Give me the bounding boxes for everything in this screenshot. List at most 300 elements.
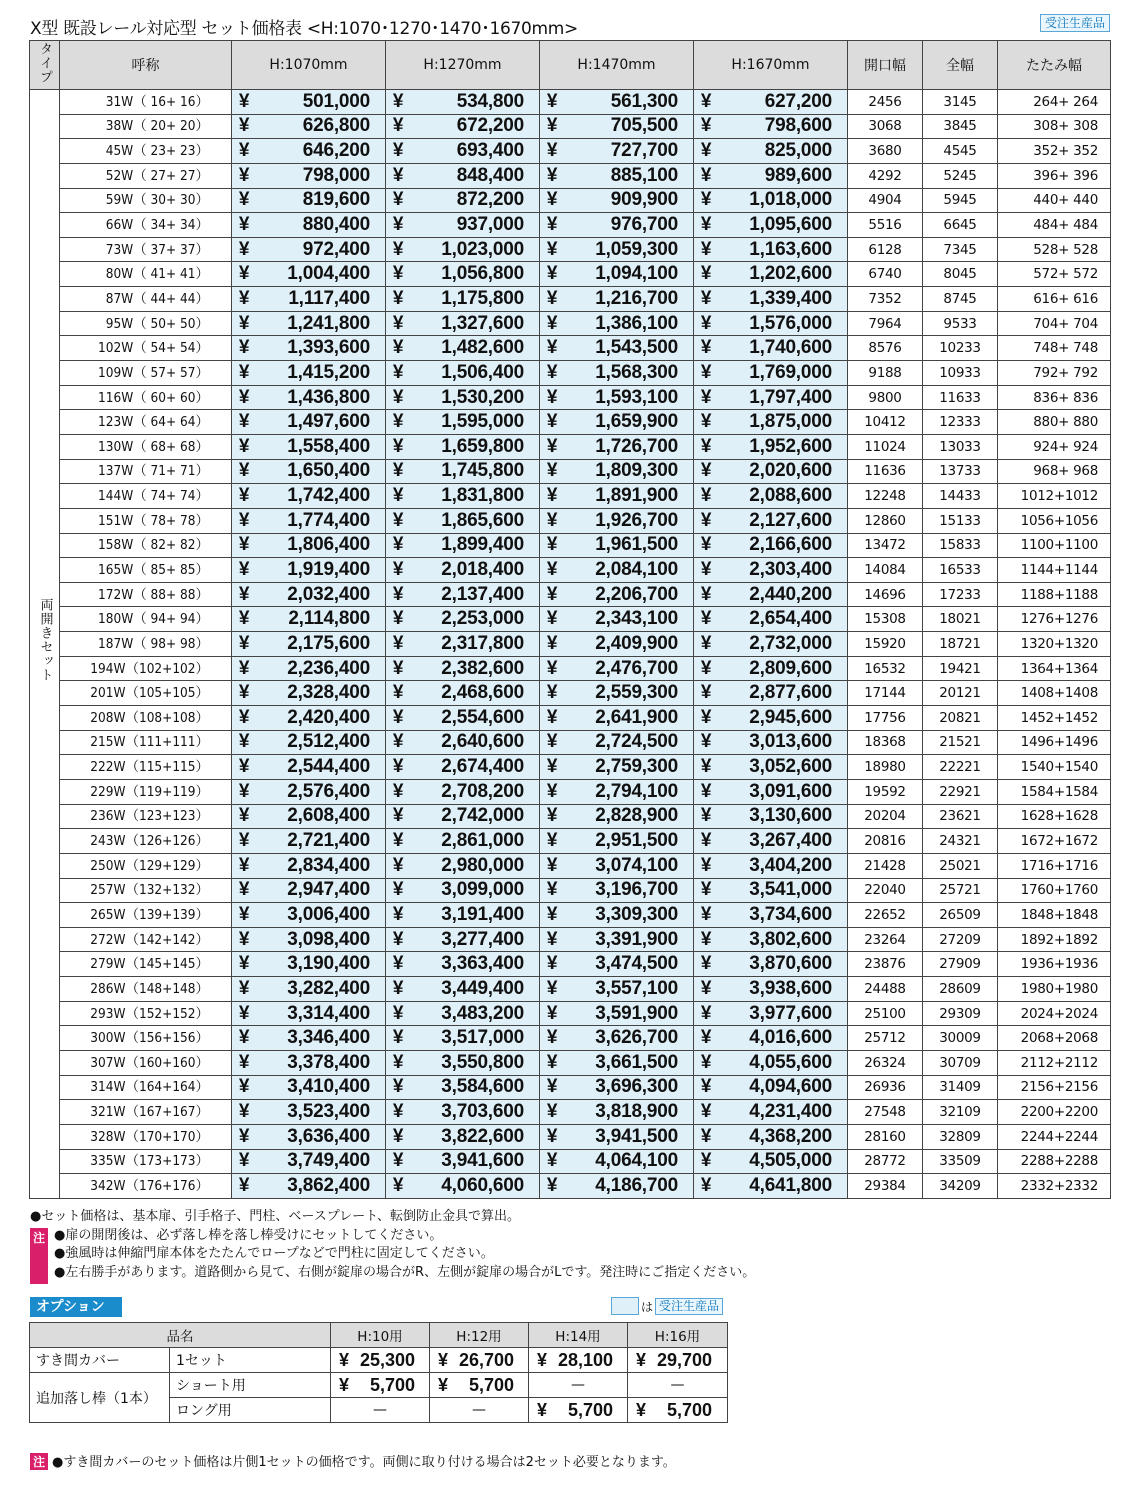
table-row xyxy=(30,410,1111,435)
model-name: 116W（ 60+ 60） xyxy=(60,385,232,410)
opening-width: 15920 xyxy=(848,632,923,657)
set-price: ¥ 2,440,200 xyxy=(694,582,848,607)
option-row-drop-rod-short xyxy=(30,1373,728,1398)
folded-width: 1496+1496 xyxy=(998,730,1111,755)
set-price: ¥ 3,130,600 xyxy=(694,804,848,829)
set-price: ¥ 1,059,300 xyxy=(540,237,694,262)
opening-width: 7964 xyxy=(848,311,923,336)
overall-width: 10233 xyxy=(923,336,998,361)
set-price: ¥ 2,576,400 xyxy=(232,779,386,804)
model-name: 95W（ 50+ 50） xyxy=(60,311,232,336)
overall-width: 13733 xyxy=(923,459,998,484)
set-price: ¥ 3,517,000 xyxy=(386,1026,540,1051)
set-price: ¥ 1,891,900 xyxy=(540,484,694,509)
overall-width: 18021 xyxy=(923,607,998,632)
opening-width: 28772 xyxy=(848,1149,923,1174)
note-item: ●左右勝手があります。道路側から見て、右側が錠扉の場合がR、左側が錠扉の場合がLです。発注時にご指定ください。 xyxy=(54,1264,756,1280)
opening-width: 17144 xyxy=(848,681,923,706)
drop-rod-long-h14: ¥ 5,700 xyxy=(529,1398,628,1423)
overall-width: 29309 xyxy=(923,1001,998,1026)
folded-width: 1628+1628 xyxy=(998,804,1111,829)
opening-width: 22040 xyxy=(848,878,923,903)
overall-width: 33509 xyxy=(923,1149,998,1174)
set-price: ¥ 1,163,600 xyxy=(694,237,848,262)
opening-width: 26324 xyxy=(848,1050,923,1075)
table-row xyxy=(30,829,1111,854)
option-section-title: オプション xyxy=(30,1297,122,1317)
set-price: ¥ 3,099,000 xyxy=(386,878,540,903)
overall-width: 14433 xyxy=(923,484,998,509)
set-price: ¥ 3,314,400 xyxy=(232,1001,386,1026)
set-price: ¥ 3,410,400 xyxy=(232,1075,386,1100)
opening-width: 23876 xyxy=(848,952,923,977)
table-row xyxy=(30,90,1111,115)
folded-width: 1364+1364 xyxy=(998,656,1111,681)
folded-width: 704+ 704 xyxy=(998,311,1111,336)
legend-text: は xyxy=(641,1299,654,1314)
header-folded-width: たたみ幅 xyxy=(998,41,1111,90)
set-price: ¥ 3,941,500 xyxy=(540,1124,694,1149)
folded-width: 1408+1408 xyxy=(998,681,1111,706)
set-price: ¥ 1,952,600 xyxy=(694,434,848,459)
overall-width: 27209 xyxy=(923,927,998,952)
overall-width: 5245 xyxy=(923,163,998,188)
set-price: ¥ 1,831,800 xyxy=(386,484,540,509)
set-price: ¥ 4,368,200 xyxy=(694,1124,848,1149)
option-header-h12: H:12用 xyxy=(430,1323,529,1348)
set-price: ¥ 3,282,400 xyxy=(232,977,386,1002)
folded-width: 2288+2288 xyxy=(998,1149,1111,1174)
opening-width: 16532 xyxy=(848,656,923,681)
set-price: ¥ 1,745,800 xyxy=(386,459,540,484)
caution-label: 注 xyxy=(30,1453,48,1470)
folded-width: 1012+1012 xyxy=(998,484,1111,509)
table-row xyxy=(30,607,1111,632)
model-name: 201W（105+105） xyxy=(60,681,232,706)
opening-width: 23264 xyxy=(848,927,923,952)
set-price: ¥ 2,253,000 xyxy=(386,607,540,632)
model-name: 165W（ 85+ 85） xyxy=(60,558,232,583)
folded-width: 2112+2112 xyxy=(998,1050,1111,1075)
set-price: ¥ 2,175,600 xyxy=(232,632,386,657)
drop-rod-short-h12: ¥ 5,700 xyxy=(430,1373,529,1398)
model-name: 172W（ 88+ 88） xyxy=(60,582,232,607)
option-table xyxy=(29,1322,728,1423)
table-row xyxy=(30,114,1111,139)
folded-width: 2200+2200 xyxy=(998,1100,1111,1125)
set-price: ¥ 2,759,300 xyxy=(540,755,694,780)
opening-width: 27548 xyxy=(848,1100,923,1125)
opening-width: 22652 xyxy=(848,903,923,928)
set-price: ¥ 3,941,600 xyxy=(386,1149,540,1174)
set-price: ¥ 1,740,600 xyxy=(694,336,848,361)
folded-width: 748+ 748 xyxy=(998,336,1111,361)
set-price: ¥ 1,558,400 xyxy=(232,434,386,459)
set-price: ¥ 4,094,600 xyxy=(694,1075,848,1100)
set-price: ¥ 2,114,800 xyxy=(232,607,386,632)
page-title: X型 既設レール対応型 セット価格表 <H:1070･1270･1470･1670mm> xyxy=(30,19,578,39)
set-price: ¥ 1,216,700 xyxy=(540,287,694,312)
folded-width: 1452+1452 xyxy=(998,706,1111,731)
table-row xyxy=(30,804,1111,829)
opening-width: 19592 xyxy=(848,779,923,804)
folded-width: 924+ 924 xyxy=(998,434,1111,459)
set-price: ¥ 1,386,100 xyxy=(540,311,694,336)
set-price: ¥ 3,977,600 xyxy=(694,1001,848,1026)
set-price: ¥ 1,202,600 xyxy=(694,262,848,287)
opening-width: 8576 xyxy=(848,336,923,361)
set-price: ¥ 3,267,400 xyxy=(694,829,848,854)
header-h1270: H:1270mm xyxy=(386,41,540,90)
opening-width: 7352 xyxy=(848,287,923,312)
set-price: ¥ 1,875,000 xyxy=(694,410,848,435)
set-price: ¥ 4,505,000 xyxy=(694,1149,848,1174)
made-to-order-badge: 受注生産品 xyxy=(1040,14,1110,32)
overall-width: 10933 xyxy=(923,361,998,386)
set-price: ¥ 3,523,400 xyxy=(232,1100,386,1125)
folded-width: 2068+2068 xyxy=(998,1026,1111,1051)
set-price: ¥ 2,084,100 xyxy=(540,558,694,583)
folded-width: 1188+1188 xyxy=(998,582,1111,607)
folded-width: 2156+2156 xyxy=(998,1075,1111,1100)
folded-width: 2332+2332 xyxy=(998,1174,1111,1199)
set-price: ¥ 3,557,100 xyxy=(540,977,694,1002)
table-row xyxy=(30,163,1111,188)
set-price: ¥ 2,559,300 xyxy=(540,681,694,706)
table-row xyxy=(30,311,1111,336)
set-price: ¥ 909,900 xyxy=(540,188,694,213)
overall-width: 32109 xyxy=(923,1100,998,1125)
set-price: ¥ 3,190,400 xyxy=(232,952,386,977)
set-price: ¥ 627,200 xyxy=(694,90,848,115)
model-name: 109W（ 57+ 57） xyxy=(60,361,232,386)
set-price: ¥ 1,593,100 xyxy=(540,385,694,410)
model-name: 286W（148+148） xyxy=(60,977,232,1002)
set-price: ¥ 3,404,200 xyxy=(694,853,848,878)
table-row xyxy=(30,779,1111,804)
gap-cover-name: すき間カバー xyxy=(30,1348,170,1373)
set-price: ¥ 1,726,700 xyxy=(540,434,694,459)
model-name: 87W（ 44+ 44） xyxy=(60,287,232,312)
set-price: ¥ 2,828,900 xyxy=(540,804,694,829)
model-name: 194W（102+102） xyxy=(60,656,232,681)
opening-width: 12860 xyxy=(848,508,923,533)
overall-width: 8045 xyxy=(923,262,998,287)
drop-rod-short-h14: — xyxy=(529,1373,628,1398)
set-price: ¥ 3,191,400 xyxy=(386,903,540,928)
set-price: ¥ 825,000 xyxy=(694,139,848,164)
set-price: ¥ 626,800 xyxy=(232,114,386,139)
set-price: ¥ 3,734,600 xyxy=(694,903,848,928)
table-row xyxy=(30,213,1111,238)
set-price: ¥ 3,449,400 xyxy=(386,977,540,1002)
model-name: 215W（111+111） xyxy=(60,730,232,755)
model-name: 38W（ 20+ 20） xyxy=(60,114,232,139)
folded-width: 352+ 352 xyxy=(998,139,1111,164)
set-price: ¥ 1,769,000 xyxy=(694,361,848,386)
set-price: ¥ 1,393,600 xyxy=(232,336,386,361)
set-price: ¥ 2,127,600 xyxy=(694,508,848,533)
note-item: ●扉の開閉後は、必ず落し棒を落し棒受けにセットしてください。 xyxy=(54,1227,443,1243)
model-name: 314W（164+164） xyxy=(60,1075,232,1100)
set-price: ¥ 672,200 xyxy=(386,114,540,139)
set-price: ¥ 880,400 xyxy=(232,213,386,238)
set-price: ¥ 1,530,200 xyxy=(386,385,540,410)
set-price: ¥ 2,303,400 xyxy=(694,558,848,583)
set-price: ¥ 1,806,400 xyxy=(232,533,386,558)
model-name: 208W（108+108） xyxy=(60,706,232,731)
option-row-gap-cover xyxy=(30,1348,728,1373)
set-price: ¥ 3,277,400 xyxy=(386,927,540,952)
gap-cover-unit: 1セット xyxy=(170,1348,331,1373)
caution-label: 注 xyxy=(32,1231,45,1245)
opening-width: 10412 xyxy=(848,410,923,435)
header-h1070: H:1070mm xyxy=(232,41,386,90)
opening-width: 2456 xyxy=(848,90,923,115)
opening-width: 29384 xyxy=(848,1174,923,1199)
set-price: ¥ 2,947,400 xyxy=(232,878,386,903)
overall-width: 34209 xyxy=(923,1174,998,1199)
set-price: ¥ 1,056,800 xyxy=(386,262,540,287)
set-price: ¥ 848,400 xyxy=(386,163,540,188)
folded-width: 2244+2244 xyxy=(998,1124,1111,1149)
set-price: ¥ 3,013,600 xyxy=(694,730,848,755)
opening-width: 18368 xyxy=(848,730,923,755)
set-price: ¥ 3,378,400 xyxy=(232,1050,386,1075)
table-row xyxy=(30,632,1111,657)
opening-width: 6128 xyxy=(848,237,923,262)
overall-width: 31409 xyxy=(923,1075,998,1100)
set-price: ¥ 1,926,700 xyxy=(540,508,694,533)
folded-width: 880+ 880 xyxy=(998,410,1111,435)
folded-width: 1892+1892 xyxy=(998,927,1111,952)
set-price: ¥ 989,600 xyxy=(694,163,848,188)
set-price: ¥ 1,650,400 xyxy=(232,459,386,484)
set-price: ¥ 3,870,600 xyxy=(694,952,848,977)
overall-width: 25721 xyxy=(923,878,998,903)
table-row xyxy=(30,1075,1111,1100)
folded-width: 572+ 572 xyxy=(998,262,1111,287)
set-price: ¥ 1,576,000 xyxy=(694,311,848,336)
set-price: ¥ 2,861,000 xyxy=(386,829,540,854)
folded-width: 1936+1936 xyxy=(998,952,1111,977)
opening-width: 25712 xyxy=(848,1026,923,1051)
model-name: 257W（132+132） xyxy=(60,878,232,903)
set-price: ¥ 2,794,100 xyxy=(540,779,694,804)
overall-width: 15133 xyxy=(923,508,998,533)
made-to-order-legend xyxy=(611,1297,723,1315)
model-name: 102W（ 54+ 54） xyxy=(60,336,232,361)
set-price: ¥ 3,749,400 xyxy=(232,1149,386,1174)
opening-width: 13472 xyxy=(848,533,923,558)
header-name: 呼称 xyxy=(60,41,232,90)
overall-width: 17233 xyxy=(923,582,998,607)
set-price: ¥ 1,659,900 xyxy=(540,410,694,435)
overall-width: 15833 xyxy=(923,533,998,558)
table-row xyxy=(30,1050,1111,1075)
folded-width: 484+ 484 xyxy=(998,213,1111,238)
overall-width: 9533 xyxy=(923,311,998,336)
notes xyxy=(30,1208,755,1282)
set-price: ¥ 1,241,800 xyxy=(232,311,386,336)
set-price: ¥ 3,363,400 xyxy=(386,952,540,977)
table-row xyxy=(30,287,1111,312)
opening-width: 4904 xyxy=(848,188,923,213)
set-price: ¥ 3,818,900 xyxy=(540,1100,694,1125)
set-price: ¥ 1,004,400 xyxy=(232,262,386,287)
model-name: 31W（ 16+ 16） xyxy=(60,90,232,115)
set-price: ¥ 885,100 xyxy=(540,163,694,188)
table-row xyxy=(30,656,1111,681)
folded-width: 1980+1980 xyxy=(998,977,1111,1002)
set-price: ¥ 2,382,600 xyxy=(386,656,540,681)
folded-width: 1100+1100 xyxy=(998,533,1111,558)
set-price: ¥ 2,608,400 xyxy=(232,804,386,829)
option-header-h16: H:16用 xyxy=(628,1323,728,1348)
set-price: ¥ 1,543,500 xyxy=(540,336,694,361)
overall-width: 4545 xyxy=(923,139,998,164)
model-name: 236W（123+123） xyxy=(60,804,232,829)
set-price: ¥ 2,654,400 xyxy=(694,607,848,632)
table-row xyxy=(30,977,1111,1002)
set-price: ¥ 3,591,900 xyxy=(540,1001,694,1026)
set-price: ¥ 2,032,400 xyxy=(232,582,386,607)
table-row xyxy=(30,508,1111,533)
set-price: ¥ 2,018,400 xyxy=(386,558,540,583)
set-price: ¥ 2,640,600 xyxy=(386,730,540,755)
set-price: ¥ 2,544,400 xyxy=(232,755,386,780)
model-name: 66W（ 34+ 34） xyxy=(60,213,232,238)
set-price: ¥ 1,482,600 xyxy=(386,336,540,361)
set-price: ¥ 3,802,600 xyxy=(694,927,848,952)
drop-rod-long-h10: — xyxy=(331,1398,430,1423)
set-price: ¥ 2,834,400 xyxy=(232,853,386,878)
set-price: ¥ 1,919,400 xyxy=(232,558,386,583)
set-price: ¥ 2,137,400 xyxy=(386,582,540,607)
set-price: ¥ 2,641,900 xyxy=(540,706,694,731)
set-price: ¥ 2,877,600 xyxy=(694,681,848,706)
set-price: ¥ 501,000 xyxy=(232,90,386,115)
table-row xyxy=(30,262,1111,287)
set-price: ¥ 3,550,800 xyxy=(386,1050,540,1075)
opening-width: 20816 xyxy=(848,829,923,854)
overall-width: 30709 xyxy=(923,1050,998,1075)
model-name: 45W（ 23+ 23） xyxy=(60,139,232,164)
set-price: ¥ 1,595,000 xyxy=(386,410,540,435)
table-row xyxy=(30,188,1111,213)
opening-width: 11024 xyxy=(848,434,923,459)
overall-width: 21521 xyxy=(923,730,998,755)
price-table-body xyxy=(30,90,1111,1199)
folded-width: 1540+1540 xyxy=(998,755,1111,780)
overall-width: 19421 xyxy=(923,656,998,681)
opening-width: 12248 xyxy=(848,484,923,509)
option-header-h10: H:10用 xyxy=(331,1323,430,1348)
model-name: 222W（115+115） xyxy=(60,755,232,780)
table-row xyxy=(30,1026,1111,1051)
set-price: ¥ 727,700 xyxy=(540,139,694,164)
folded-width: 1320+1320 xyxy=(998,632,1111,657)
set-price: ¥ 2,721,400 xyxy=(232,829,386,854)
drop-rod-short-h10: ¥ 5,700 xyxy=(331,1373,430,1398)
opening-width: 3680 xyxy=(848,139,923,164)
set-price: ¥ 2,343,100 xyxy=(540,607,694,632)
table-row xyxy=(30,484,1111,509)
table-row xyxy=(30,927,1111,952)
set-price: ¥ 2,708,200 xyxy=(386,779,540,804)
overall-width: 3845 xyxy=(923,114,998,139)
set-price: ¥ 2,328,400 xyxy=(232,681,386,706)
table-row xyxy=(30,533,1111,558)
set-price: ¥ 1,436,800 xyxy=(232,385,386,410)
folded-width: 1276+1276 xyxy=(998,607,1111,632)
set-price: ¥ 3,006,400 xyxy=(232,903,386,928)
set-price: ¥ 2,020,600 xyxy=(694,459,848,484)
set-price: ¥ 3,474,500 xyxy=(540,952,694,977)
gap-cover-price-h10: ¥ 25,300 xyxy=(331,1348,430,1373)
model-name: 335W（173+173） xyxy=(60,1149,232,1174)
set-price: ¥ 534,800 xyxy=(386,90,540,115)
opening-width: 6740 xyxy=(848,262,923,287)
header-h1670: H:1670mm xyxy=(694,41,848,90)
set-price: ¥ 561,300 xyxy=(540,90,694,115)
table-row xyxy=(30,558,1111,583)
set-price: ¥ 2,554,600 xyxy=(386,706,540,731)
folded-width: 1584+1584 xyxy=(998,779,1111,804)
set-price: ¥ 3,938,600 xyxy=(694,977,848,1002)
set-price: ¥ 4,016,600 xyxy=(694,1026,848,1051)
set-price: ¥ 2,980,000 xyxy=(386,853,540,878)
table-row xyxy=(30,385,1111,410)
folded-width: 308+ 308 xyxy=(998,114,1111,139)
set-price: ¥ 1,094,100 xyxy=(540,262,694,287)
gap-cover-price-h14: ¥ 28,100 xyxy=(529,1348,628,1373)
table-row xyxy=(30,681,1111,706)
model-name: 137W（ 71+ 71） xyxy=(60,459,232,484)
set-price: ¥ 2,724,500 xyxy=(540,730,694,755)
set-price: ¥ 1,415,200 xyxy=(232,361,386,386)
folded-width: 616+ 616 xyxy=(998,287,1111,312)
opening-width: 26936 xyxy=(848,1075,923,1100)
set-price: ¥ 1,095,600 xyxy=(694,213,848,238)
set-price: ¥ 646,200 xyxy=(232,139,386,164)
set-price: ¥ 3,483,200 xyxy=(386,1001,540,1026)
model-name: 265W（139+139） xyxy=(60,903,232,928)
set-price: ¥ 3,098,400 xyxy=(232,927,386,952)
set-price: ¥ 2,166,600 xyxy=(694,533,848,558)
set-price: ¥ 2,088,600 xyxy=(694,484,848,509)
opening-width: 17756 xyxy=(848,706,923,731)
model-name: 300W（156+156） xyxy=(60,1026,232,1051)
set-price: ¥ 3,703,600 xyxy=(386,1100,540,1125)
set-price: ¥ 2,951,500 xyxy=(540,829,694,854)
set-price: ¥ 937,000 xyxy=(386,213,540,238)
set-price: ¥ 1,797,400 xyxy=(694,385,848,410)
folded-width: 1144+1144 xyxy=(998,558,1111,583)
opening-width: 21428 xyxy=(848,853,923,878)
folded-width: 440+ 440 xyxy=(998,188,1111,213)
model-name: 307W（160+160） xyxy=(60,1050,232,1075)
set-price: ¥ 872,200 xyxy=(386,188,540,213)
set-price: ¥ 1,175,800 xyxy=(386,287,540,312)
set-price: ¥ 1,327,600 xyxy=(386,311,540,336)
set-price: ¥ 3,822,600 xyxy=(386,1124,540,1149)
model-name: 279W（145+145） xyxy=(60,952,232,977)
table-row xyxy=(30,582,1111,607)
overall-width: 28609 xyxy=(923,977,998,1002)
overall-width: 11633 xyxy=(923,385,998,410)
set-price: ¥ 1,497,600 xyxy=(232,410,386,435)
